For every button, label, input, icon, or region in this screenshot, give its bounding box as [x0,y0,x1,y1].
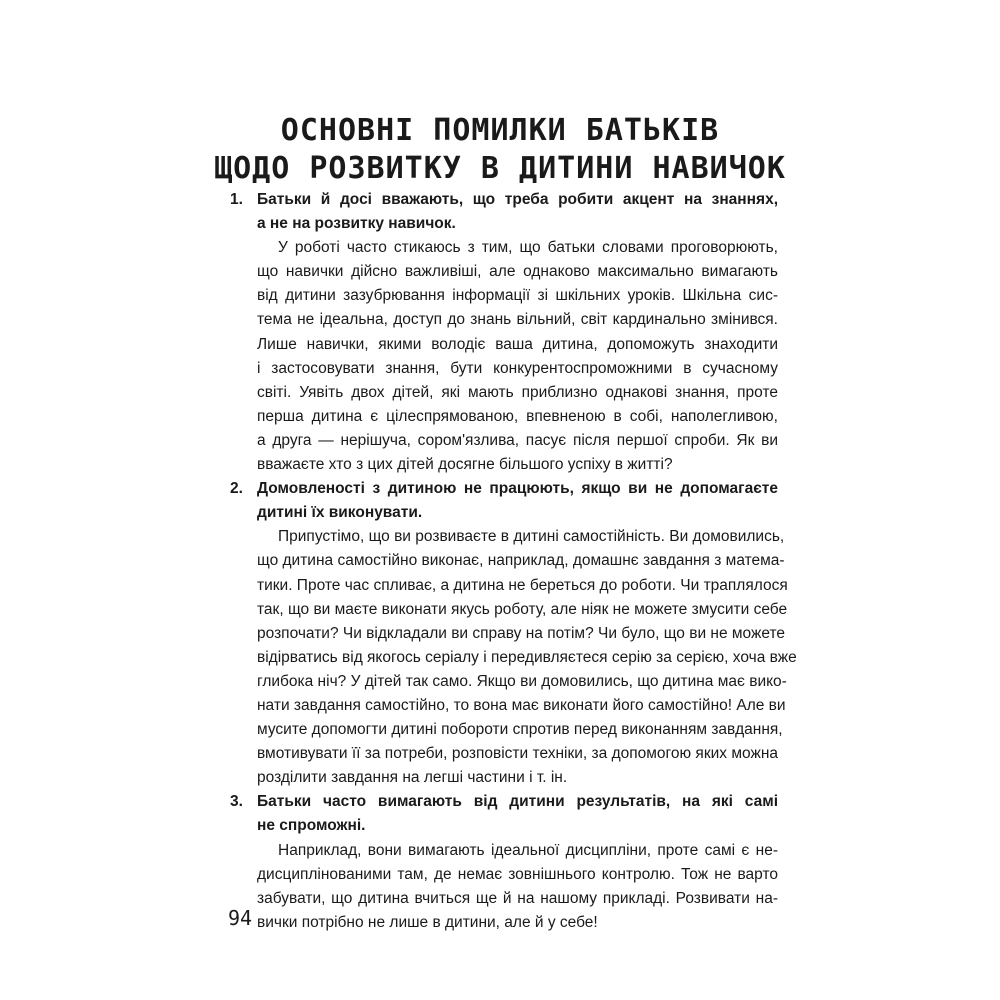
item-paragraph [230,525,797,790]
page-body [230,188,797,935]
paragraph-line: забувати, що дитина вчиться ще й на нашому прикладі. Розвивати на- [257,889,778,907]
paragraph-line: так, що ви маєте виконати якусь роботу, але ніяк не можете змусити себе [257,600,788,618]
paragraph-line: Лише навички, якими володіє ваша дитина, допоможуть знаходити [257,335,778,353]
item-heading-line: дитині їх виконувати. [257,504,423,522]
paragraph-line: глибока ніч? У дітей так само. Якщо ви домовились, що дитина має вико- [257,672,787,690]
paragraph-line: У роботі часто стикаюсь з тим, що батьки словами проговорюють, [278,239,778,257]
paragraph-line: а друга — нерішуча, сором'язлива, пасує після першої спроби. Як ви [257,431,778,449]
paragraph-line: тики. Проте час спливає, а дитина не береться до роботи. Чи траплялося [257,576,788,594]
paragraph-line: світі. Уявіть двох дітей, які мають приблизно однакові знання, проте [257,383,778,401]
item-heading-line: а не на розвитку навичок. [257,215,456,233]
paragraph-line: відірватись від якогось серіалу і передивляєтеся серію за серією, хоча вже [257,648,797,666]
title-line-2: ЩОДО РОЗВИТКУ В ДИТИНИ НАВИЧОК [214,151,786,186]
page-number: 94 [228,906,253,930]
item-paragraph [230,839,778,935]
paragraph-line: Наприклад, вони вимагають ідеальної дисципліни, проте самі є не- [278,841,778,859]
paragraph-line: розділити завдання на легші частини і т. ін. [257,769,568,787]
paragraph-line: вважаєте хто з цих дітей досягне більшого успіху в житті? [257,456,673,474]
paragraph-line: мусите допомогти дитині побороти спротив перед виконанням завдання, [257,721,783,739]
item-heading-line: Батьки й досі вважають, що треба робити акцент на знаннях, [257,191,778,208]
item-heading [230,188,778,236]
paragraph-line: перша дитина є цілеспрямованою, впевненою в собі, наполегливою, [257,407,778,425]
paragraph-line: розпочати? Чи відкладали ви справу на потім? Чи було, що ви не можете [257,624,786,642]
paragraph-line: що дитина самостійно виконає, наприклад, домашнє завдання з матема- [257,552,785,570]
paragraph-line: і застосовувати знання, бути конкурентоспроможними в сучасному [257,359,778,377]
paragraph-line: від дитини зазубрювання інформації зі шкільних уроків. Шкільна сис- [257,287,778,305]
page-title [200,112,800,188]
paragraph-line: вички потрібно не лише в дитини, але й у себе! [257,913,598,931]
paragraph-line: дисциплінованими там, де немає зовнішнього контролю. Тож не варто [257,865,778,883]
item-number: 2. [230,480,243,498]
paragraph-line: нати завдання самостійно, то вона має виконати його самостійно! Але ви [257,696,786,714]
paragraph-line: тема не ідеальна, доступ до знань вільний, світ кардинально змінився. [257,311,778,329]
title-line-1: ОСНОВНІ ПОМИЛКИ БАТЬКІВ [280,113,720,148]
item-heading [230,477,778,525]
item-number: 1. [230,191,243,208]
paragraph-line: вмотивувати її за потреби, розповісти техніки, за допомогою яких можна [257,745,778,763]
item-heading-line: Домовленості з дитиною не працюють, якщо ви не допомагаєте [257,480,778,498]
item-paragraph [230,236,778,477]
item-heading-line: не спроможні. [257,817,366,835]
item-heading [230,790,778,838]
item-number: 3. [230,793,243,811]
paragraph-line: що навички дійсно важливіші, але однаково максимально вимагають [257,263,778,281]
item-heading-line: Батьки часто вимагають від дитини результатів, на які самі [257,793,778,811]
paragraph-line: Припустімо, що ви розвиваєте в дитині самостійність. Ви домовились, [278,528,785,546]
